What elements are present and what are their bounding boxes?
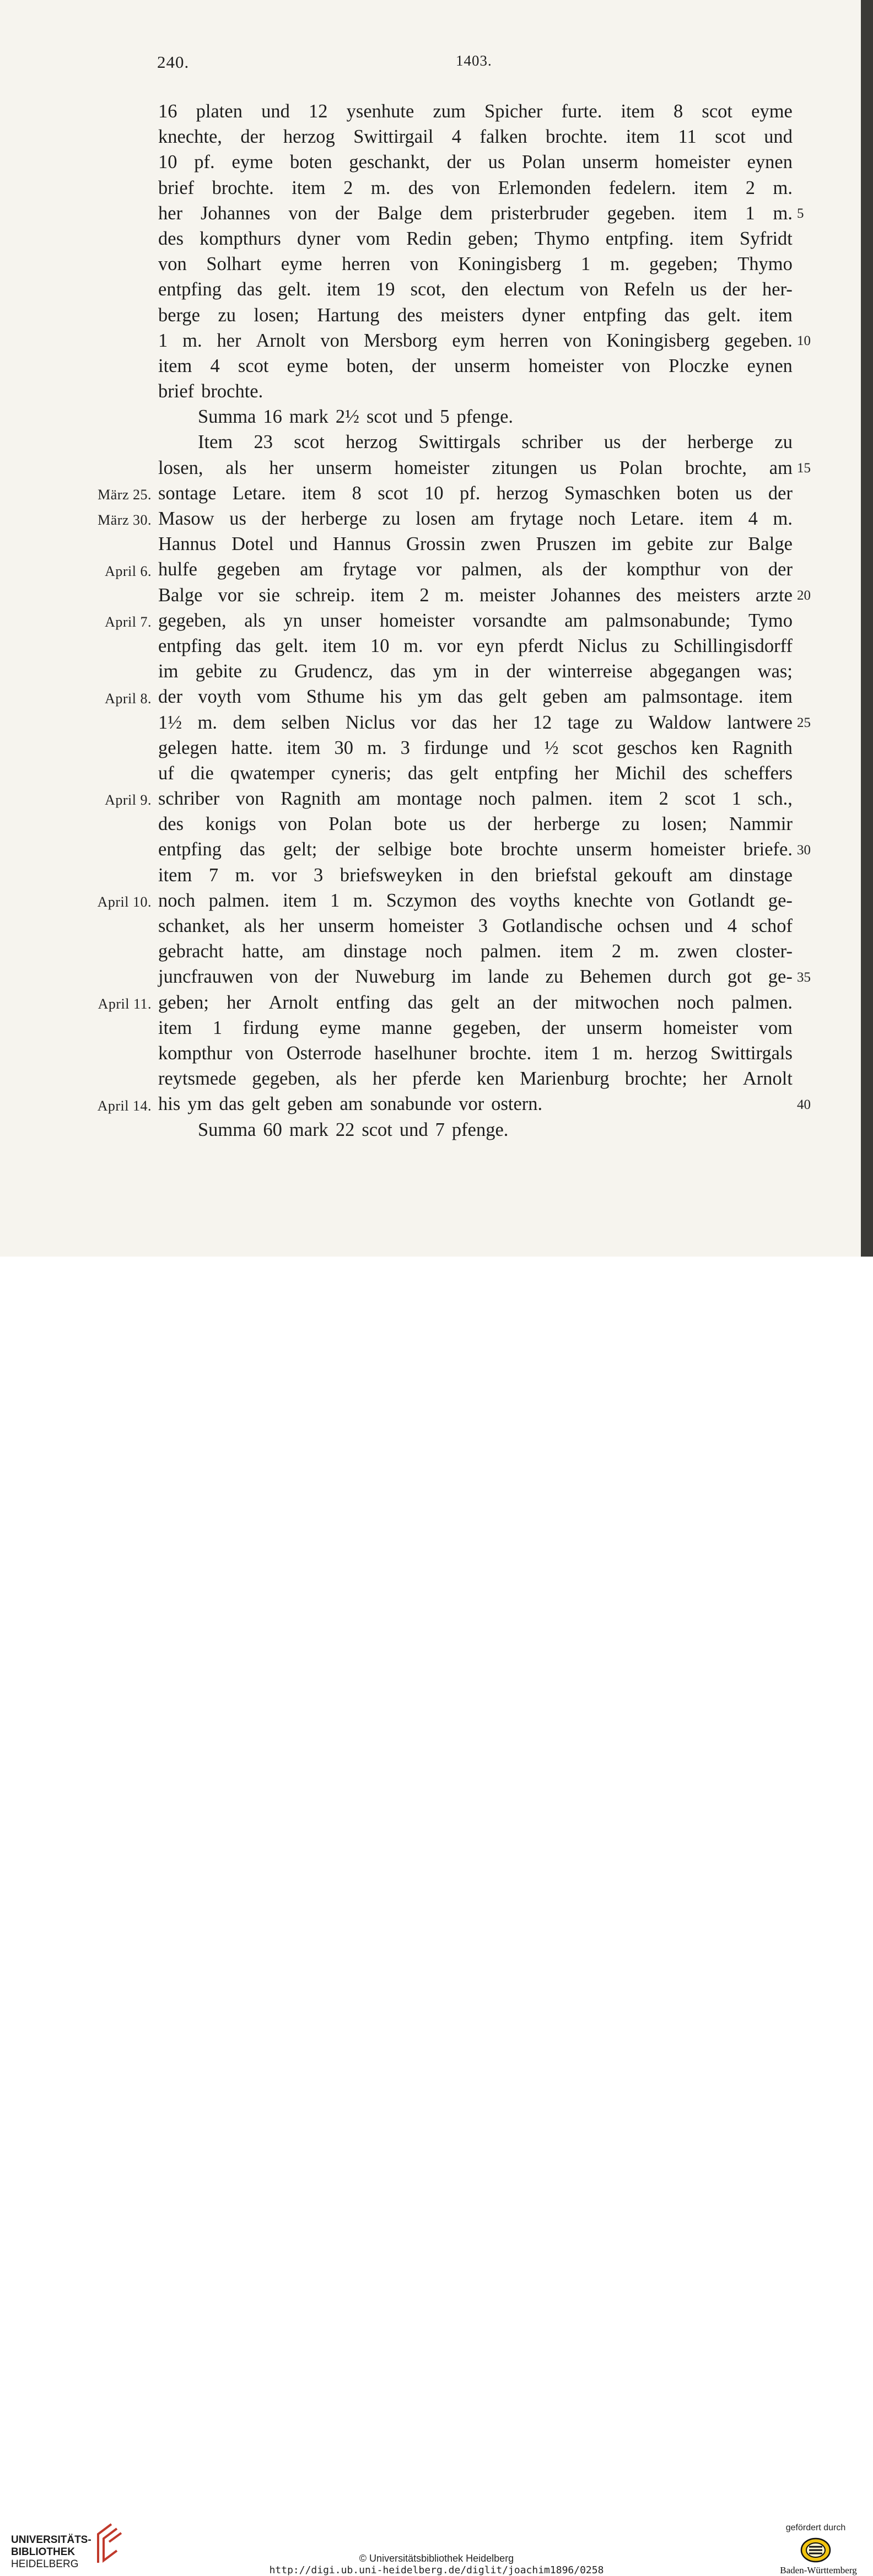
text-line: knechte, der herzog Swittirgail 4 falken brochte. item 11 scot und — [158, 126, 793, 148]
line-number: 30 — [797, 842, 811, 858]
line-number: 20 — [797, 588, 811, 603]
text-line: 1½ m. dem selben Niclus vor das her 12 tage zu Waldow lantwere — [158, 712, 793, 733]
scanned-page — [0, 0, 873, 1257]
text-line: sontage Letare. item 8 scot 10 pf. herzog Symaschken boten us der — [158, 482, 793, 504]
funder-name: Baden-Württemberg — [780, 2565, 857, 2575]
text-line: gelegen hatte. item 30 m. 3 firdunge und ½ scot geschos ken Ragnith — [158, 737, 793, 758]
line-number: 15 — [797, 460, 811, 476]
margin-date: April 8. — [105, 690, 152, 707]
library-line-2: BIBLIOTHEK — [11, 2546, 76, 2558]
text-line: hulfe gegeben am frytage vor palmen, als der kompthur von der — [158, 559, 793, 580]
text-line: Hannus Dotel und Hannus Grossin zwen Pruszen im gebite zur Balge — [158, 533, 793, 555]
running-head-year: 1403. — [456, 52, 492, 69]
baden-wuerttemberg-seal-icon — [799, 2537, 832, 2563]
margin-date: März 25. — [98, 487, 152, 503]
text-line: item 7 m. vor 3 briefsweyken in den briefstal gekouft am dinstage — [158, 864, 793, 886]
text-line: juncfrauwen von der Nuweburg im lande zu Behemen durch got ge- — [158, 966, 793, 988]
text-line: von Solhart eyme herren von Koningisberg 1 m. gegeben; Thymo — [158, 254, 793, 275]
margin-date: April 9. — [105, 792, 152, 809]
text-line: brief brochte. item 2 m. des von Erlemonden fedelern. item 2 m. — [158, 177, 793, 198]
text-line: geben; her Arnolt entfing das gelt an der mitwochen noch palmen. — [158, 991, 793, 1013]
text-line: der voyth vom Sthume his ym das gelt geben am palmsontage. item — [158, 686, 793, 708]
text-line: kompthur von Osterrode haselhuner brochte. item 1 m. herzog Swittirgals — [158, 1042, 793, 1064]
text-line: des kompthurs dyner vom Redin geben; Thymo entpfing. item Syfridt — [158, 228, 793, 249]
text-line: brief brochte. — [158, 381, 263, 402]
text-line: entpfing das gelt. item 10 m. vor eyn pferdt Niclus zu Schillingisdorff — [158, 635, 793, 656]
text-line: item 4 scot eyme boten, der unserm homeister von Ploczke eynen — [158, 355, 793, 376]
margin-date: März 30. — [98, 512, 152, 529]
text-line: his ym das gelt geben am sonabunde vor ostern. — [158, 1093, 543, 1115]
margin-date: April 7. — [105, 614, 152, 630]
text-line: 16 platen und 12 ysenhute zum Spicher furte. item 8 scot eyme — [158, 101, 793, 122]
text-line: Balge vor sie schreip. item 2 m. meister Johannes des meisters arzte — [158, 584, 793, 606]
text-line: reytsmede gegeben, als her pferde ken Marienburg brochte; her Arnolt — [158, 1068, 793, 1090]
text-line: gebracht hatte, am dinstage noch palmen. item 2 m. zwen closter- — [158, 941, 793, 962]
margin-date: April 14. — [97, 1097, 152, 1114]
text-line: losen, als her unserm homeister zitungen us Polan brochte, am — [158, 457, 793, 478]
text-line: entpfing das gelt; der selbige bote brochte unserm homeister briefe. — [158, 839, 793, 860]
page-number: 240. — [157, 52, 190, 72]
text-line: des konigs von Polan bote us der herberge zu losen; Nammir — [158, 813, 793, 835]
margin-date: April 11. — [98, 996, 152, 1012]
text-line: Summa 60 mark 22 scot und 7 pfenge. — [198, 1119, 509, 1140]
text-line: schriber von Ragnith am montage noch palmen. item 2 scot 1 sch., — [158, 788, 793, 810]
line-number: 40 — [797, 1097, 811, 1112]
library-line-1: UNIVERSITÄTS- — [11, 2534, 91, 2546]
text-line: 10 pf. eyme boten geschankt, der us Polan unserm homeister eynen — [158, 152, 793, 173]
text-line: im gebite zu Grudencz, das ym in der winterreise abgegangen was; — [158, 661, 793, 682]
text-line: noch palmen. item 1 m. Sczymon des voyths knechte von Gotlandt ge- — [158, 890, 793, 911]
footer-bar — [0, 1257, 873, 2576]
body-text — [158, 99, 793, 1143]
text-line: berge zu losen; Hartung des meisters dyner entpfing das gelt. item — [158, 304, 793, 326]
text-line: her Johannes von der Balge dem pristerbruder gegeben. item 1 m. — [158, 202, 793, 224]
funded-by-label: gefördert durch — [785, 2523, 846, 2532]
margin-date: April 6. — [105, 563, 152, 579]
text-line: uf die qwatemper cyneris; das gelt entpfing her Michil des scheffers — [158, 762, 793, 784]
line-number: 25 — [797, 715, 811, 730]
text-line: Item 23 scot herzog Swittirgals schriber us der herberge zu — [198, 432, 793, 453]
line-number: 10 — [797, 333, 811, 348]
library-line-3: HEIDELBERG — [11, 2558, 79, 2570]
text-line: 1 m. her Arnolt von Mersborg eym herren von Koningisberg gegeben. — [158, 330, 793, 351]
text-line: item 1 firdung eyme manne gegeben, der unserm homeister vom — [158, 1017, 793, 1038]
margin-date: April 10. — [97, 894, 152, 910]
text-line: schanket, als her unserm homeister 3 Gotlandische ochsen und 4 schof — [158, 915, 793, 936]
copyright-notice: © Universitätsbibliothek Heidelberg — [359, 2553, 514, 2564]
text-line: Masow us der herberge zu losen am frytage noch Letare. item 4 m. — [158, 508, 793, 529]
permalink-url[interactable]: http://digi.ub.uni-heidelberg.de/diglit/joachim1896/0258 — [269, 2564, 604, 2576]
text-line: Summa 16 mark 2½ scot und 5 pfenge. — [198, 406, 514, 428]
line-number: 5 — [797, 206, 804, 221]
line-number: 35 — [797, 969, 811, 985]
text-line: gegeben, als yn unser homeister vorsandte am palmsonabunde; Tymo — [158, 610, 793, 631]
text-line: entpfing das gelt. item 19 scot, den electum von Refeln us der her- — [158, 279, 793, 300]
